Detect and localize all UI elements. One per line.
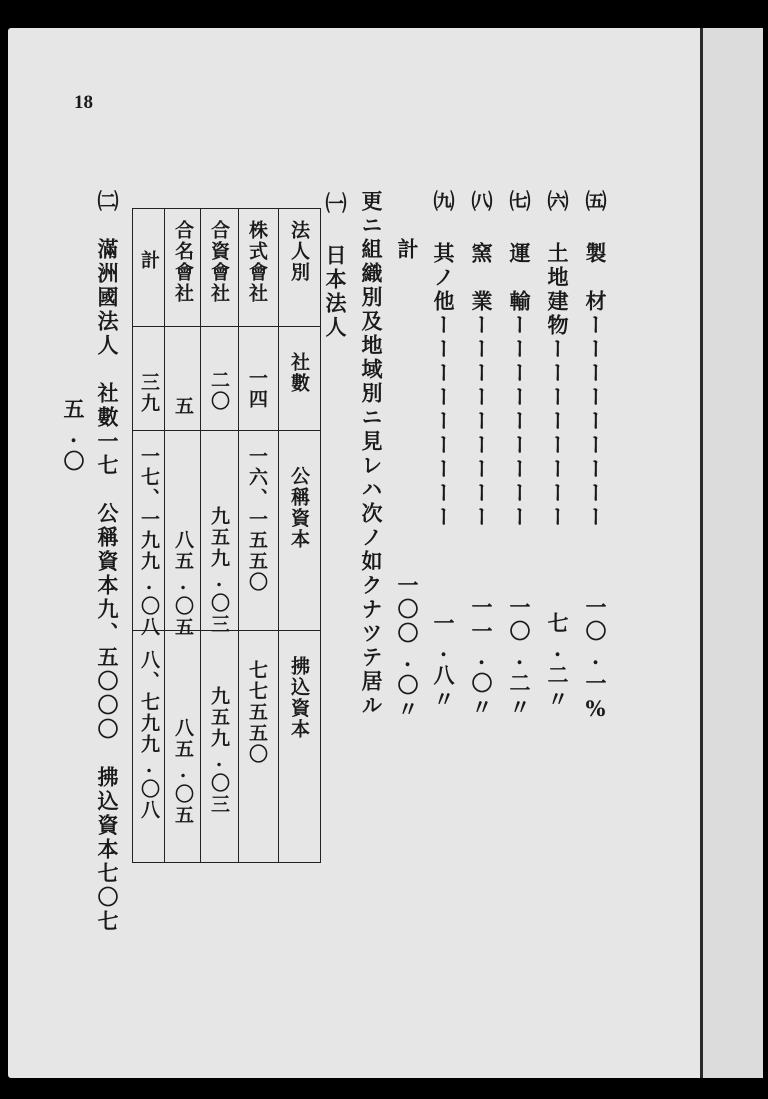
list-item-label: ㈨ 其ノ他ーーーーーーーーー [431,190,456,530]
table-divider [132,430,320,431]
section-text: 滿洲國法人 社數一七 公稱資本九、五〇〇〇 拂込資本七〇七 [95,238,120,934]
section-text-continued: 五.〇 [61,398,86,474]
list-item-value: 一〇.一% [583,596,608,724]
total-label: 計 [395,238,420,262]
table-cell: 合資會社 [208,220,230,304]
table-cell: 一四 [246,368,268,410]
paper-sheet [8,28,760,1078]
table-cell: 八五.〇五 [172,718,194,826]
table-header: 拂込資本 [288,656,310,740]
list-item-value: 一〇.二〃 [507,596,532,720]
table-header: 公稱資本 [288,466,310,550]
table-divider [238,208,239,863]
table-top-rule [132,208,320,209]
table-cell: 九五九.〇三 [208,686,230,815]
table-cell: 合名會社 [172,220,194,304]
section-heading: ㈡ [95,190,120,214]
table-cell: 三九 [138,372,160,414]
table-cell: 一七、一九九.〇八 [138,446,160,638]
table-cell: 五 [172,396,194,417]
section-heading: ㈠ 日本法人 [323,192,348,340]
table-header: 法人別 [288,220,310,283]
list-item-label: ㈤ 製 材ーーーーーーーーー [583,190,608,530]
table-cell: 九五九.〇三 [208,506,230,635]
list-item-value: 一一.〇〃 [469,596,494,720]
table-border [320,208,321,863]
table-border [132,208,133,863]
table-divider [200,208,201,863]
table-cell: 株式會社 [246,220,268,304]
table-header: 社數 [288,352,310,394]
list-item-label: ㈥ 土地建物ーーーーーーーー [545,190,570,530]
total-value: 一〇〇.〇〃 [395,574,420,722]
table-cell: 計 [138,250,160,271]
list-item-label: ㈧ 窯 業ーーーーーーーーー [469,190,494,530]
intro-text: 更ニ組織別及地域別ニ見レハ次ノ如クナツテ居ル [359,190,384,718]
list-item-value: 一.八〃 [431,612,456,712]
table-cell: 八五.〇五 [172,530,194,638]
table-cell: 八、七九九.〇八 [138,650,160,821]
table-divider [278,208,279,863]
page-number: 18 [74,92,93,113]
table-divider [164,208,165,863]
list-item-value: 七.二〃 [545,612,570,712]
binding-edge [700,28,763,1078]
table-divider [132,326,320,327]
table-cell: 二〇 [208,370,230,412]
table-cell: 七七五五〇 [246,660,268,765]
table-cell: 一六、一五五〇 [246,446,268,593]
table-bottom-rule [132,862,320,863]
list-item-label: ㈦ 運 輸ーーーーーーーーー [507,190,532,530]
